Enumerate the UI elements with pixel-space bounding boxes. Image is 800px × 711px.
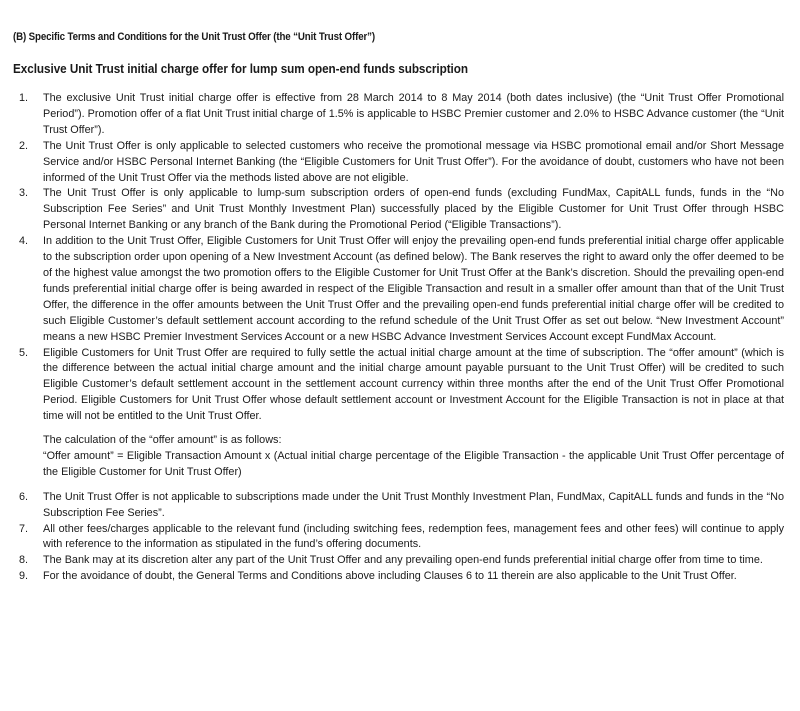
terms-list bbox=[0, 91, 800, 585]
term-text: The Unit Trust Offer is only applicable to selected customers who receive the promotional message via HSBC promotional email and/or Short Message Service and/or HSBC Personal Internet Banking (the “Eligible Customers for Unit Trust Offer”). For the avoidance of doubt, customers who have not been informed of the Unit Trust Offer via the methods listed above are not eligible. bbox=[43, 139, 784, 184]
term-item-6 bbox=[0, 490, 784, 522]
term-item-5 bbox=[0, 346, 784, 481]
offer-sub-heading: Exclusive Unit Trust initial charge offer for lump sum open-end funds subscription bbox=[13, 62, 468, 76]
term-text: All other fees/charges applicable to the relevant fund (including switching fees, redemption fees, management fees and other fees) will continue to apply with reference to the information as stipulated in the fund’s offering documents. bbox=[43, 522, 784, 551]
term-item-8 bbox=[0, 553, 784, 569]
term-number: 1. bbox=[19, 92, 29, 104]
term-number: 4. bbox=[19, 235, 29, 248]
term-text: The Unit Trust Offer is not applicable to subscriptions made under the Unit Trust Monthly Investment Plan, FundMax, CapitALL funds and funds in the “No Subscription Fee Series”. bbox=[43, 490, 784, 519]
term-number: 6. bbox=[19, 490, 29, 503]
section-heading: (B) Specific Terms and Conditions for the Unit Trust Offer (the “Unit Trust Offer”) bbox=[13, 31, 375, 43]
term-item-2 bbox=[0, 139, 784, 187]
term-item-1 bbox=[0, 91, 784, 139]
term-number: 9. bbox=[19, 570, 29, 583]
term-item-4 bbox=[0, 234, 784, 345]
term-text: The Bank may at its discretion alter any part of the Unit Trust Offer and any prevailing open-end funds preferential initial charge offer from time to time. bbox=[43, 554, 763, 567]
calculation-intro: The calculation of the “offer amount” is as follows: bbox=[43, 434, 282, 447]
term-number: 8. bbox=[19, 554, 29, 567]
term-item-3 bbox=[0, 186, 784, 234]
term-text: The Unit Trust Offer is only applicable to lump-sum subscription orders of open-end funds (excluding FundMax, CapitALL funds, funds in the “No Subscription Fee Series” and Unit Trust Monthly Investment Plan) successfully placed by the Eligible Customer for Unit Trust Offer through HSBC Personal Internet Banking or any branch of the Bank during the Promotional Period (“Eligible Transactions”). bbox=[43, 187, 784, 232]
calculation-formula: “Offer amount” = Eligible Transaction Amount x (Actual initial charge percentage of the Eligible Transaction - the applicable Unit Trust Offer percentage of the Eligible Customer for Unit Trust Offer) bbox=[43, 449, 784, 478]
term-number: 5. bbox=[19, 346, 29, 359]
term-item-7 bbox=[0, 522, 784, 554]
term-text: Eligible Customers for Unit Trust Offer are required to fully settle the actual initial charge amount at the time of subscription. The “offer amount” (which is the difference between the actual initial charge amount and the initial charge amount payable pursuant to the Unit Trust Offer) will be credited to such Eligible Customer’s default settlement account in the settlement account currency within three months after the end of the Unit Trust Offer Promotional Period. Eligible Customers for Unit Trust Offer whose default settlement account or Investment Account for the Eligible Transaction is not in place at that time will not be entitled to the Unit Trust Offer. bbox=[43, 346, 784, 423]
term-text: The exclusive Unit Trust initial charge offer is effective from 28 March 2014 to 8 May 2014 (both dates inclusive) (the “Unit Trust Offer Promotional Period”). Promotion offer of a flat Unit Trust initial charge of 1.5% is applicable to HSBC Premier customer and 2.0% to HSBC Advance customer (the “Unit Trust Offer”). bbox=[43, 92, 784, 136]
term-number: 3. bbox=[19, 187, 29, 200]
term-number: 2. bbox=[19, 139, 29, 152]
offer-calculation bbox=[43, 433, 784, 481]
term-number: 7. bbox=[19, 522, 29, 535]
term-text: For the avoidance of doubt, the General Terms and Conditions above including Clauses 6 to 11 therein are also applicable to the Unit Trust Offer. bbox=[43, 570, 737, 583]
term-text: In addition to the Unit Trust Offer, Eligible Customers for Unit Trust Offer will enjoy the prevailing open-end funds preferential initial charge offer applicable to the subscription order upon opening of a New Investment Account (as defined below). The Bank reserves the right to award only the offer deemed to be of the highest value amongst the two promotion offers to the Eligible Customer for Unit Trust Offer at the Bank’s discretion. Should the prevailing open-end funds preferential initial charge offer is being awarded in respect of the Eligible Transaction and result in a smaller offer amount than that of the Unit Trust Offer, the difference in the offer amounts between the Unit Trust Offer and the prevailing open-end funds preferential initial charge offer will be credited to such Eligible Customer’s default settlement account according to the refund schedule of the Unit Trust Offer as set out below. “New Investment Account” means a new HSBC Premier Investment Services Account or a new HSBC Advance Investment Services Account except FundMax Account. bbox=[43, 235, 784, 343]
term-item-9 bbox=[0, 569, 784, 585]
